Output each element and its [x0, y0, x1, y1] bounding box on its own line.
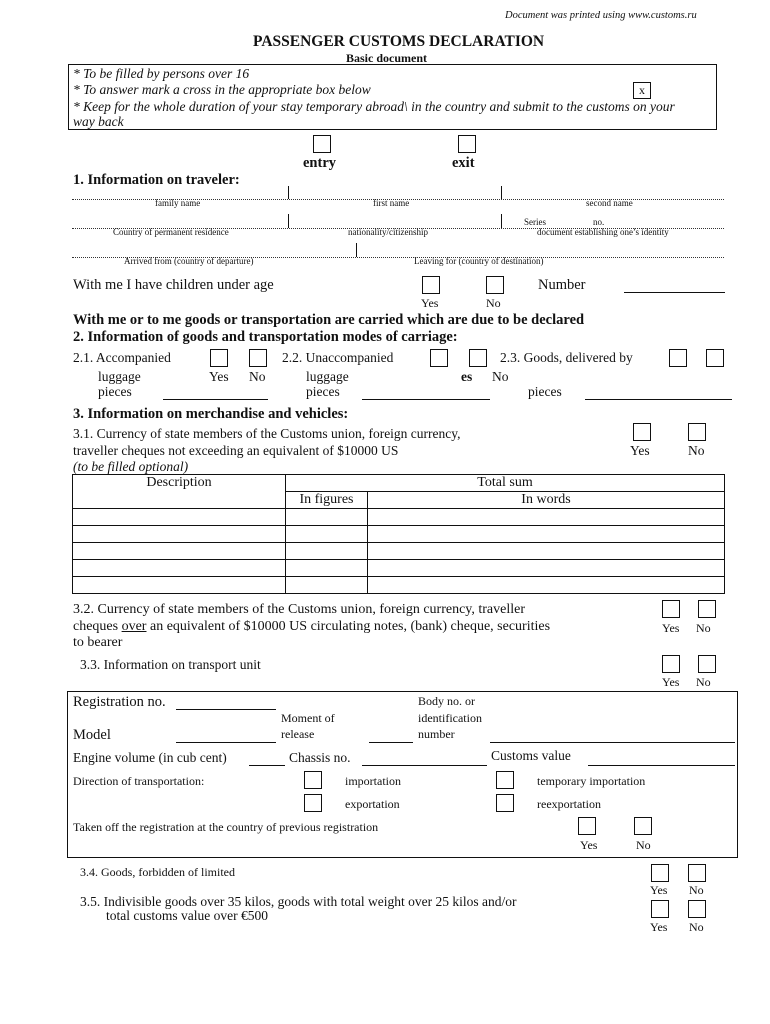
children-yes-label: Yes — [421, 296, 439, 310]
moment-field[interactable] — [369, 742, 413, 743]
section2-heading: 2. Information of goods and transportation modes of carriage: — [73, 329, 458, 345]
delivered-pieces: pieces — [528, 384, 562, 399]
engine-label: Engine volume (in cub cent) — [73, 750, 227, 765]
table-row[interactable] — [73, 577, 725, 594]
s35-no-label: No — [689, 920, 704, 934]
s32-line3: to bearer — [73, 635, 123, 650]
s34-yes-label: Yes — [650, 883, 668, 897]
reexport-label: reexportation — [537, 797, 601, 811]
exit-checkbox[interactable] — [458, 135, 476, 153]
model-label: Model — [73, 727, 111, 743]
chassis-label: Chassis no. — [289, 750, 351, 765]
entry-label: entry — [303, 155, 337, 171]
s31-yes-label: Yes — [630, 443, 650, 458]
country-residence-label: Country of permanent residence — [113, 227, 229, 237]
children-number-field[interactable] — [624, 292, 725, 293]
s33-no-label: No — [696, 675, 711, 689]
accompanied-no-label: No — [249, 369, 266, 384]
registration-label: Registration no. — [73, 694, 166, 710]
s33-no-checkbox[interactable] — [698, 655, 716, 673]
direction-label: Direction of transportation: — [73, 774, 205, 788]
s32-line2 — [73, 619, 550, 635]
s32-text-c: an equivalent of $10000 US circulating notes, (bank) cheque, securities — [146, 619, 551, 634]
children-yes-checkbox[interactable] — [422, 276, 440, 294]
moment-label1: Moment of — [281, 711, 335, 725]
instruction-keep-cont: way back — [73, 114, 124, 129]
divider-tick — [501, 214, 502, 228]
in-words-header: In words — [368, 492, 725, 509]
arrived-from-label: Arrived from (country of departure) — [124, 256, 254, 266]
instruction-mark: * To answer mark a cross in the appropriate box below — [73, 82, 371, 97]
taken-off-yes-checkbox[interactable] — [578, 817, 596, 835]
section3-heading: 3. Information on merchandise and vehicles: — [73, 406, 349, 422]
printed-note: Document was printed using www.customs.ru — [505, 10, 697, 21]
children-no-checkbox[interactable] — [486, 276, 504, 294]
taken-off-no-label: No — [636, 838, 651, 852]
accompanied-label: 2.1. Accompanied — [73, 350, 171, 365]
delivered-label: 2.3. Goods, delivered by — [500, 350, 633, 365]
unaccompanied-no-label: No — [492, 369, 509, 384]
divider-tick — [288, 186, 289, 199]
s31-optional: (to be filled optional) — [73, 459, 189, 474]
accompanied-yes-checkbox[interactable] — [210, 349, 228, 367]
table-row[interactable] — [73, 543, 725, 560]
exportation-checkbox[interactable] — [304, 794, 322, 812]
unaccompanied-yes-label: es — [461, 369, 473, 384]
s31-yes-checkbox[interactable] — [633, 423, 651, 441]
s34-no-label: No — [689, 883, 704, 897]
body-no-label2: identification — [418, 711, 482, 725]
table-row[interactable] — [73, 560, 725, 577]
in-figures-header: In figures — [286, 492, 368, 509]
customs-value-field[interactable] — [588, 765, 735, 766]
document-identity-label: document establishing one’s identity — [537, 227, 669, 237]
importation-checkbox[interactable] — [304, 771, 322, 789]
s33-label: 3.3. Information on transport unit — [80, 657, 261, 672]
s32-no-label: No — [696, 621, 711, 635]
s35-line1: 3.5. Indivisible goods over 35 kilos, goods with total weight over 25 kilos and/or — [80, 894, 517, 909]
delivered-no-checkbox[interactable] — [706, 349, 724, 367]
body-no-label3: number — [418, 727, 455, 741]
registration-field[interactable] — [176, 709, 276, 710]
children-no-label: No — [486, 296, 501, 310]
s35-yes-checkbox[interactable] — [651, 900, 669, 918]
s32-no-checkbox[interactable] — [698, 600, 716, 618]
unaccompanied-pieces: pieces — [306, 384, 340, 399]
delivered-yes-checkbox[interactable] — [669, 349, 687, 367]
unaccompanied-pieces-field[interactable] — [362, 399, 490, 400]
instruction-age: * To be filled by persons over 16 — [73, 66, 250, 81]
divider-tick — [288, 214, 289, 228]
unaccompanied-yes-checkbox[interactable] — [430, 349, 448, 367]
instruction-keep: * Keep for the whole duration of your stay temporary abroad\ in the country and submit to the customs on your — [73, 99, 675, 114]
s35-line2: total customs value over €500 — [106, 908, 268, 923]
accompanied-no-checkbox[interactable] — [249, 349, 267, 367]
s33-yes-checkbox[interactable] — [662, 655, 680, 673]
children-question: With me I have children under age — [73, 277, 274, 293]
accompanied-pieces-field[interactable] — [163, 399, 268, 400]
exportation-label: exportation — [345, 797, 400, 811]
s35-yes-label: Yes — [650, 920, 668, 934]
table-row[interactable] — [73, 526, 725, 543]
nationality-label: nationality/citizenship — [348, 227, 428, 237]
unaccompanied-no-checkbox[interactable] — [469, 349, 487, 367]
s34-no-checkbox[interactable] — [688, 864, 706, 882]
taken-off-yes-label: Yes — [580, 838, 598, 852]
page-subtitle: Basic document — [346, 51, 427, 65]
s32-text-over: over — [121, 619, 147, 634]
series-label: Series — [524, 217, 546, 227]
unaccompanied-luggage: luggage — [306, 369, 349, 384]
temp-import-label: temporary importation — [537, 774, 646, 788]
entry-checkbox[interactable] — [313, 135, 331, 153]
s32-text-a: cheques — [73, 619, 122, 634]
body-no-field[interactable] — [490, 742, 735, 743]
currency-table — [72, 474, 725, 594]
description-header: Description — [73, 475, 286, 509]
first-name-label: first name — [373, 198, 410, 208]
accompanied-pieces: pieces — [98, 384, 132, 399]
taken-off-no-checkbox[interactable] — [634, 817, 652, 835]
taken-off-label: Taken off the registration at the country of previous registration — [73, 820, 379, 834]
accompanied-yes-label: Yes — [209, 369, 229, 384]
exit-label: exit — [452, 155, 475, 171]
model-field[interactable] — [176, 742, 276, 743]
total-sum-header: Total sum — [286, 475, 725, 492]
unaccompanied-label: 2.2. Unaccompanied — [282, 350, 394, 365]
s32-line1: 3.2. Currency of state members of the Customs union, foreign currency, traveller — [73, 602, 526, 617]
table-row[interactable] — [73, 509, 725, 526]
s32-yes-label: Yes — [662, 621, 680, 635]
delivered-pieces-field[interactable] — [585, 399, 732, 400]
moment-label2: release — [281, 727, 315, 741]
example-mark-box: x — [633, 82, 651, 99]
leaving-for-label: Leaving for (country of destination) — [414, 256, 544, 266]
s34-yes-checkbox[interactable] — [651, 864, 669, 882]
declare-heading: With me or to me goods or transportation are carried which are due to be declared — [73, 312, 585, 328]
importation-label: importation — [345, 774, 401, 788]
children-number-label: Number — [538, 277, 586, 293]
doc-no-label: no. — [593, 217, 605, 227]
body-no-label1: Body no. or — [418, 694, 475, 708]
accompanied-luggage: luggage — [98, 369, 141, 384]
section1-heading: 1. Information on traveler: — [73, 172, 240, 188]
chassis-field[interactable] — [362, 765, 487, 766]
s32-yes-checkbox[interactable] — [662, 600, 680, 618]
s35-no-checkbox[interactable] — [688, 900, 706, 918]
engine-field[interactable] — [249, 765, 285, 766]
s31-no-label: No — [688, 443, 705, 458]
s34-label: 3.4. Goods, forbidden of limited — [80, 865, 235, 879]
s31-line2: traveller cheques not exceeding an equivalent of $10000 US — [73, 443, 399, 458]
s33-yes-label: Yes — [662, 675, 680, 689]
s31-no-checkbox[interactable] — [688, 423, 706, 441]
family-name-label: family name — [155, 198, 201, 208]
customs-value-label: Customs value — [491, 748, 571, 763]
temp-import-checkbox[interactable] — [496, 771, 514, 789]
page-title: PASSENGER CUSTOMS DECLARATION — [253, 33, 545, 50]
divider-tick — [356, 243, 357, 257]
divider-tick — [501, 186, 502, 199]
s31-line1: 3.1. Currency of state members of the Customs union, foreign currency, — [73, 426, 461, 441]
reexport-checkbox[interactable] — [496, 794, 514, 812]
second-name-label: second name — [586, 198, 633, 208]
